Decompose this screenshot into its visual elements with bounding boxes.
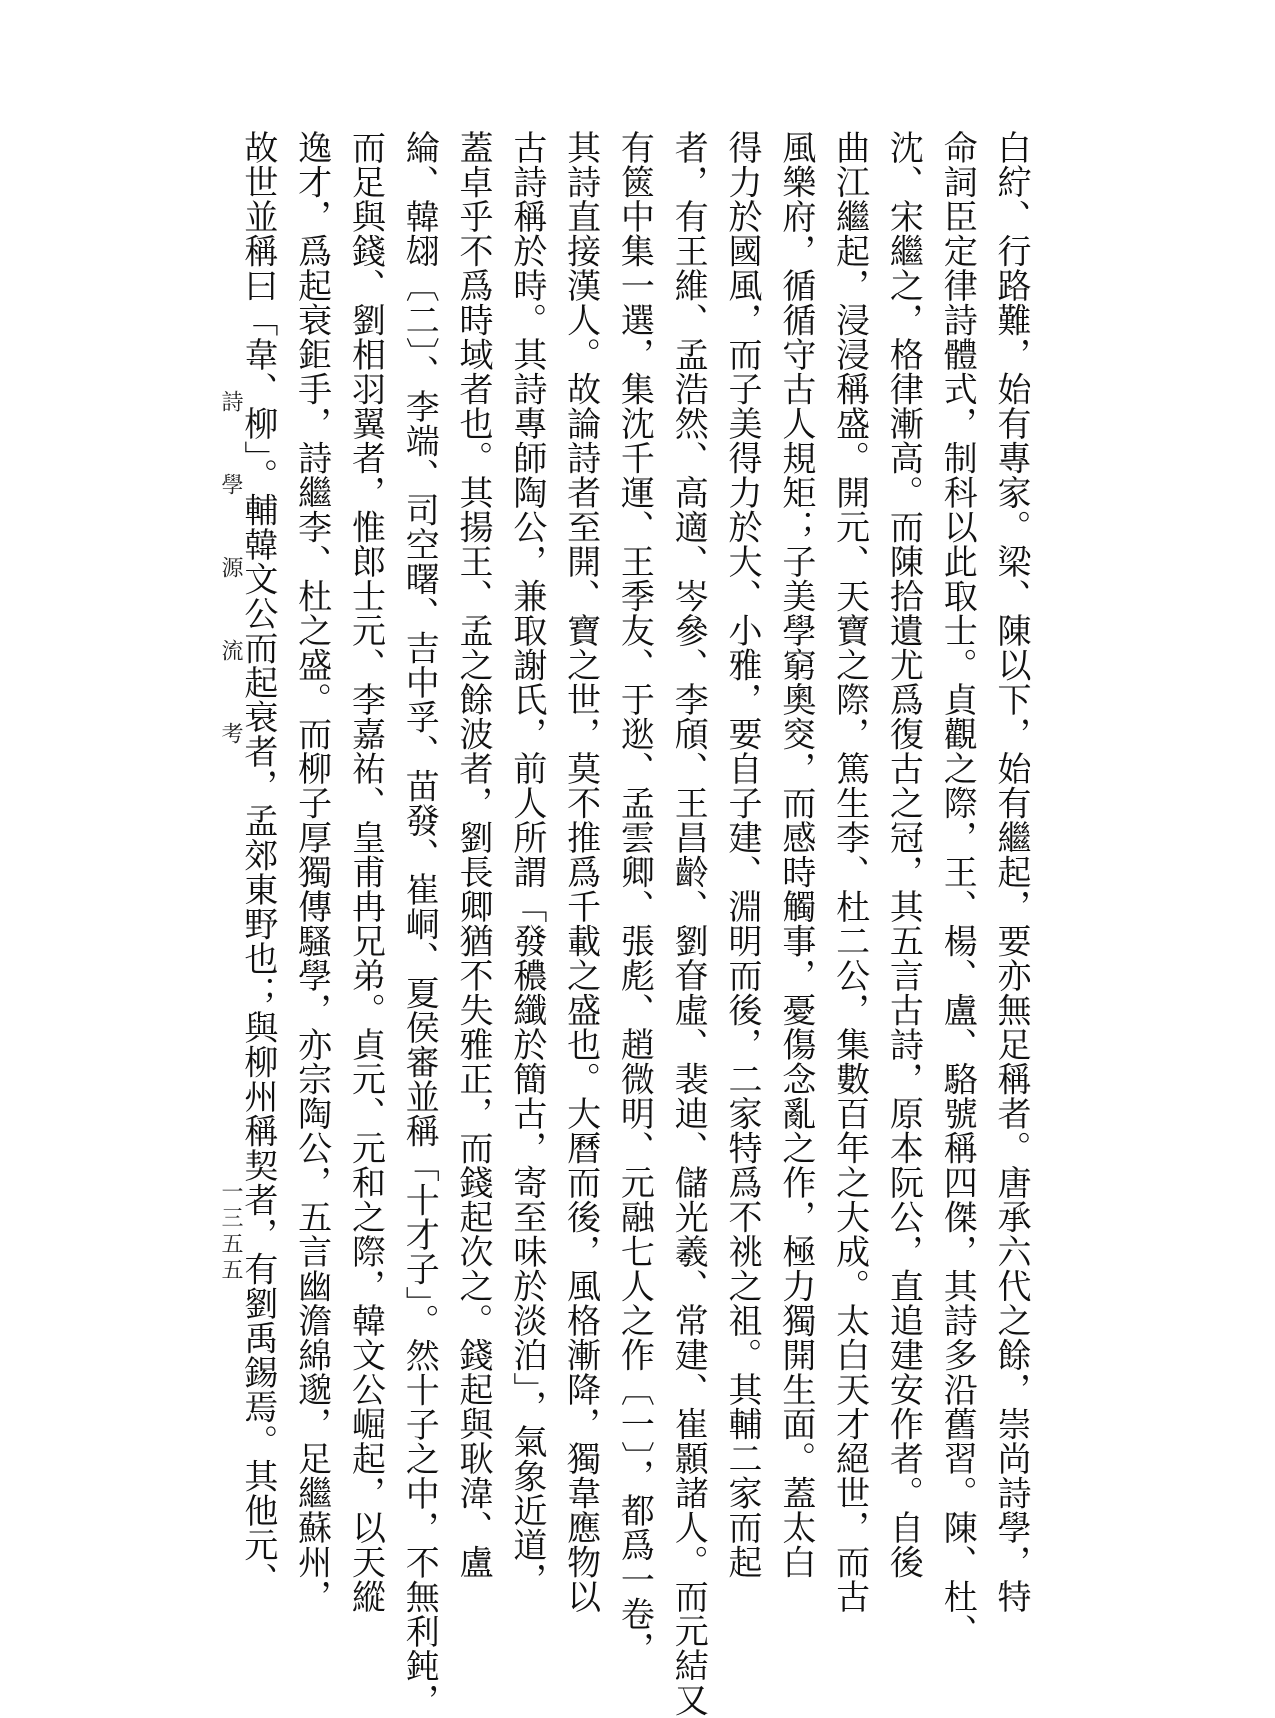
text-column: 古詩稱於時。其詩專師陶公，兼取謝氏，前人所謂「發穠纖於簡古，寄至味於淡泊」，氣象近道， [506, 130, 547, 1597]
text-column: 命詞臣定律詩體式，制科以此取士。貞觀之際，王、楊、盧、駱號稱四傑，其詩多沿舊習。陳、杜、 [937, 130, 978, 1648]
text-column: 而足與錢、劉相羽翼者，惟郎士元、李嘉祐、皇甫冉兄弟。貞元、元和之際，韓文公崛起，以天縱 [345, 130, 386, 1614]
text-column: 其詩直接漢人。故論詩者至開、寶之世，莫不推爲千載之盛也。大曆而後，風格漸降，獨韋應物以 [560, 130, 601, 1614]
text-column: 風樂府，循循守古人規矩；子美學窮奧窔，而感時觸事，憂傷念亂之作，極力獨開生面。蓋太白 [775, 130, 816, 1579]
text-column: 曲江繼起，浸浸稱盛。開元、天寶之際，篤生李、杜二公，集數百年之大成。太白天才絕世，而古 [829, 130, 870, 1614]
text-column: 蓋卓乎不爲時域者也。其揚王、孟之餘波者，劉長卿猶不失雅正，而錢起次之。錢起與耿湋、盧 [453, 130, 494, 1579]
running-title: 詩 學 源 流 考 [218, 390, 243, 762]
text-column: 沈、宋繼之，格律漸高。而陳拾遺尤爲復古之冠，其五言古詩，原本阮公，直追建安作者。自後 [883, 130, 924, 1579]
page-number: 一三五五 [218, 1180, 243, 1284]
text-column: 有篋中集一選，集沈千運、王季友、于逖、孟雲卿、張彪、趙微明、元融七人之作〔一〕，都爲一卷， [614, 130, 655, 1666]
text-column: 故世並稱曰「韋、柳」。輔韓文公而起衰者，孟郊東野也；與柳州稱契者，有劉禹錫焉。其他元、 [237, 130, 278, 1597]
text-column: 白紵、行路難，始有專家。梁、陳以下，始有繼起，要亦無足稱者。唐承六代之餘，崇尚詩學，特 [991, 130, 1031, 1614]
vertical-text-block [237, 130, 1037, 1718]
text-column: 綸、韓翃〔二〕、李端、司空曙、吉中孚、苗發、崔峒、夏侯審並稱「十才子」。然十子之中，不無利鈍， [399, 130, 440, 1718]
text-column: 者，有王維、孟浩然、高適、岑參、李頎、王昌齡、劉眘虛、裴迪、儲光羲、常建、崔顥諸人。而元結又 [668, 130, 709, 1717]
text-column: 得力於國風，而子美得力於大、小雅，要自子建、淵明而後，二家特爲不祧之祖。其輔二家而起 [722, 130, 763, 1579]
text-column: 逸才，爲起衰鉅手，詩繼李、杜之盛。而柳子厚獨傳騷學，亦宗陶公，五言幽澹綿邈，足繼蘇州， [291, 130, 332, 1614]
